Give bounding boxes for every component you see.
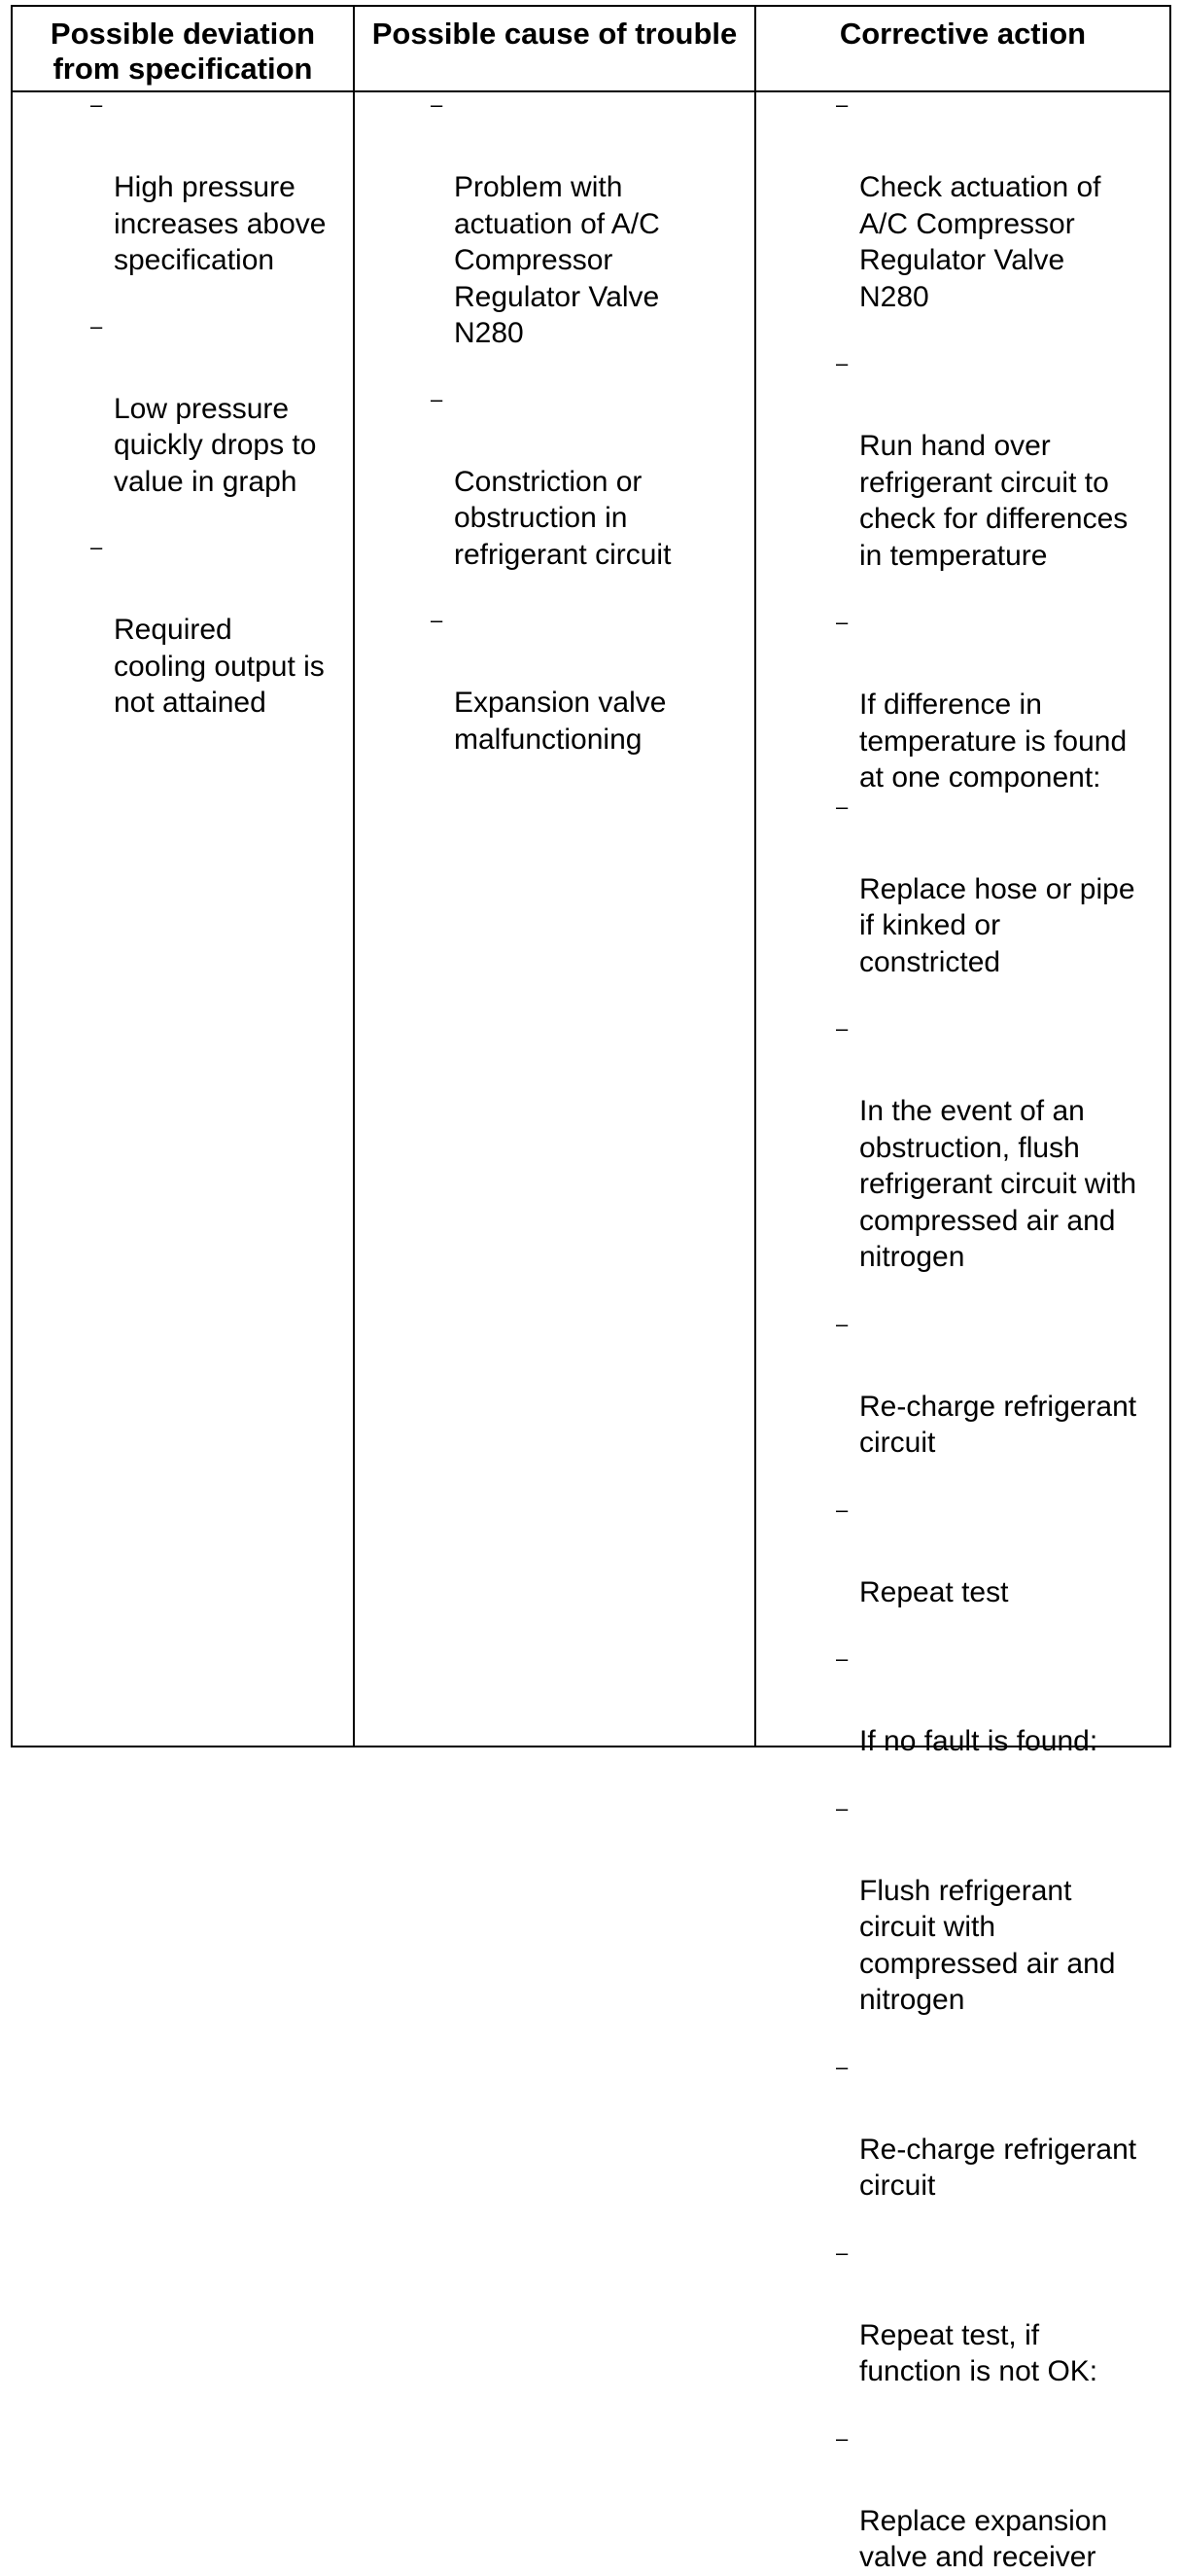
deviation-item [90,313,353,501]
deviation-item [90,535,353,722]
action-text: Replace expansion valve and receiver [859,2504,1108,2573]
action-text: In the event of an obstruction, flush refrigerant circuit with compressed air and nitrogen [859,1095,1137,1273]
dash-bullet: – [836,610,849,634]
column-divider-2 [754,7,756,1746]
action-item [836,2425,1169,2576]
dash-bullet: – [836,794,849,819]
action-item [836,610,1169,796]
action-item [836,1311,1169,1462]
dash-bullet: – [836,351,849,375]
dash-bullet: – [836,2054,849,2079]
action-text: Re-charge refrigerant circuit [859,1390,1137,1459]
dash-bullet: – [90,535,103,559]
deviation-item [90,92,353,279]
cause-text: Problem with actuation of A/C Compressor Regulator Valve N280 [454,171,660,349]
action-item [836,1795,1169,2019]
action-item [836,1497,1169,1611]
deviation-column [90,94,353,1746]
dash-bullet: – [836,1646,849,1671]
header-cause: Possible cause of trouble [371,17,738,51]
action-text: Replace hose or pipe if kinked or constricted [859,872,1135,978]
troubleshooting-table [11,5,1171,2573]
action-column [836,92,1169,2573]
action-item [836,2054,1169,2205]
action-text: Run hand over refrigerant circuit to check for differences in temperature [859,430,1129,572]
header-corrective-action: Corrective action [839,17,1087,51]
action-text: If no fault is found: [859,1725,1098,1757]
cause-text: Constriction or obstruction in refrigerant circuit [454,465,672,571]
action-text: Re-charge refrigerant circuit [859,2133,1137,2202]
dash-bullet: – [836,2240,849,2265]
dash-bullet: – [836,1795,849,1820]
action-text: Check actuation of A/C Compressor Regulator Valve N280 [859,171,1101,313]
deviation-text: High pressure increases above specification [114,171,327,276]
dash-bullet: – [836,1497,849,1522]
dash-bullet: – [90,313,103,338]
column-divider-1 [353,7,355,1746]
action-item [836,1646,1169,1760]
action-text: If difference in temperature is found at one component: [859,688,1128,794]
action-item [836,92,1169,315]
dash-bullet: – [431,386,443,411]
dash-bullet: – [431,92,443,117]
dash-bullet: – [836,1311,849,1336]
deviation-text: Required cooling output is not attained [114,614,325,719]
dash-bullet: – [836,2425,849,2451]
action-item [836,1016,1169,1276]
action-item [836,2240,1169,2390]
dash-bullet: – [836,92,849,117]
cause-item [431,386,754,574]
dash-bullet: – [836,1016,849,1041]
dash-bullet: – [90,92,103,117]
header-deviation: Possible deviation from specification [50,17,316,86]
cause-column [431,94,754,1746]
action-text: Flush refrigerant circuit with compressed air and nitrogen [859,1874,1116,2016]
cause-text: Expansion valve malfunctioning [454,687,667,756]
deviation-text: Low pressure quickly drops to value in graph [114,392,317,498]
dash-bullet: – [431,608,443,632]
action-item [836,794,1169,981]
action-text: Repeat test, if function is not OK: [859,2318,1098,2387]
cause-item [431,92,754,352]
action-item [836,351,1169,574]
action-text: Repeat test [859,1575,1009,1608]
cause-item [431,608,754,758]
